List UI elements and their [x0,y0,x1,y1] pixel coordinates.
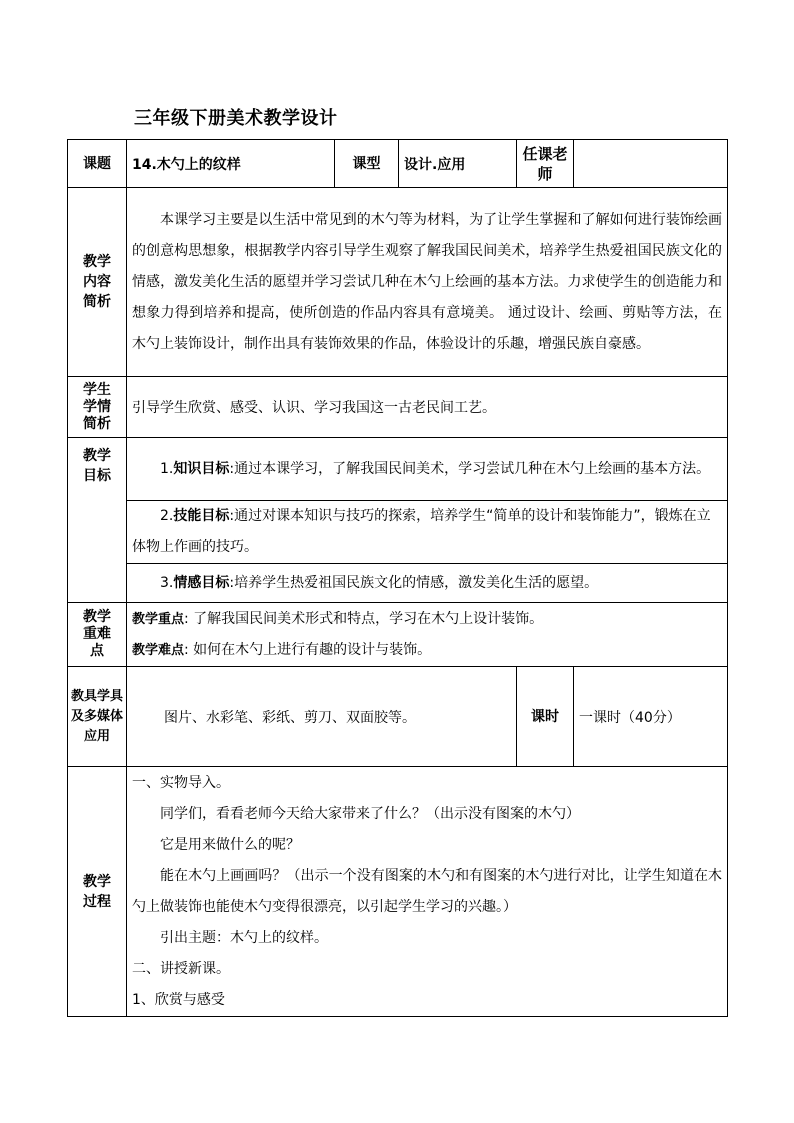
objective-2-title: 技能目标 [173,508,230,524]
type-label: 课型 [335,140,399,188]
teacher-label: 任课老师 [517,140,574,188]
content-text-cell [127,188,728,377]
objective-3-title: 情感目标 [173,574,230,591]
type-value: 设计.应用 [399,140,517,188]
student-row [68,377,728,438]
objective-2 [127,501,728,564]
process-row [68,767,728,1017]
teacher-value [574,140,728,188]
process-cell [127,767,728,1017]
focus-label: 教学重点 [132,611,185,627]
objective-1-title: 知识目标 [173,460,230,477]
objective-row-3 [68,564,728,603]
objective-1-num: 1. [160,460,174,477]
objective-3-text: :培养学生热爱祖国民族文化的情感，激发美化生活的愿望。 [229,574,599,591]
keypoints-label: 教学重难点 [68,603,127,667]
keypoints-cell [127,603,728,667]
objective-2-num: 2. [160,508,174,524]
keypoints-row [68,603,728,667]
page-title: 三年级下册美术教学设计 [134,108,338,129]
objectives-label: 教学目标 [68,438,127,603]
objective-1-text: :通过本课学习，了解我国民间美术，学习尝试几种在木勺上绘画的基本方法。 [229,460,711,477]
process-line-7: 1、欣赏与感受 [132,992,225,1008]
difficulty-text: : 如何在木勺上进行有趣的设计与装饰。 [184,641,432,658]
process-line-2: 同学们，看看老师今天给大家带来了什么？（出示没有图案的木勺） [160,806,580,822]
objective-row-2 [68,501,728,564]
topic-value: 14.木勺上的纹样 [127,140,335,188]
process-line-4: 能在木勺上画画吗？（出示一个没有图案的木勺和有图案的木勺进行对比，让学生知道在木勺上做装饰也能使木勺变得很漂亮，以引起学生学习的兴趣。） [132,868,722,915]
objective-2-text: :通过对课本知识与技巧的探索，培养学生“简单的设计和装饰能力”，锻炼在立体物上作画的技巧。 [132,508,711,555]
materials-label: 教具学具及多媒体应用 [68,667,127,767]
student-text: 引导学生欣赏、感受、认识、学习我国这一古老民间工艺。 [127,377,728,438]
process-line-3: 它是用来做什么的呢？ [160,837,300,853]
content-text: 本课学习主要是以生活中常见到的木勺等为材料，为了让学生掌握和了解如何进行装饰绘画的创意构思想象，根据教学内容引导学生观察了解我国民间美术，培养学生热爱祖国民族文化的情感，激发美化生活的愿望并学习尝试几种在木勺上绘画的基本方法。力求使学生的创造能力和想象力得到培养和提高，使所创造的作品内容具有意境美。 通过设计、绘画、剪贴等方法，在木勺上装饰设计，制作出具有装饰效果的作品，体验设计的乐趣，增强民族自豪感。 [132,211,722,352]
period-label: 课时 [517,667,574,767]
content-label: 教学内容简析 [68,188,127,377]
objective-1 [127,438,728,501]
materials-row [68,667,728,767]
focus-text: : 了解我国民间美术形式和特点，学习在木勺上设计装饰。 [184,610,544,627]
process-line-1: 一、实物导入。 [132,775,230,791]
process-label: 教学过程 [68,767,127,1017]
process-line-5: 引出主题：木勺上的纹样。 [160,930,328,946]
objective-3 [127,564,728,603]
topic-row [68,140,728,188]
objective-row-1 [68,438,728,501]
objective-3-num: 3. [160,574,174,591]
difficulty-label: 教学难点 [132,642,185,658]
topic-label: 课题 [68,140,127,188]
process-line-6: 二、讲授新课。 [132,961,230,977]
content-row [68,188,728,377]
student-label: 学生学情简析 [68,377,127,438]
period-value: 一课时（40分） [574,667,728,767]
lesson-plan-table [67,139,728,1017]
materials-text: 图片、水彩笔、彩纸、剪刀、双面胶等。 [127,667,517,767]
